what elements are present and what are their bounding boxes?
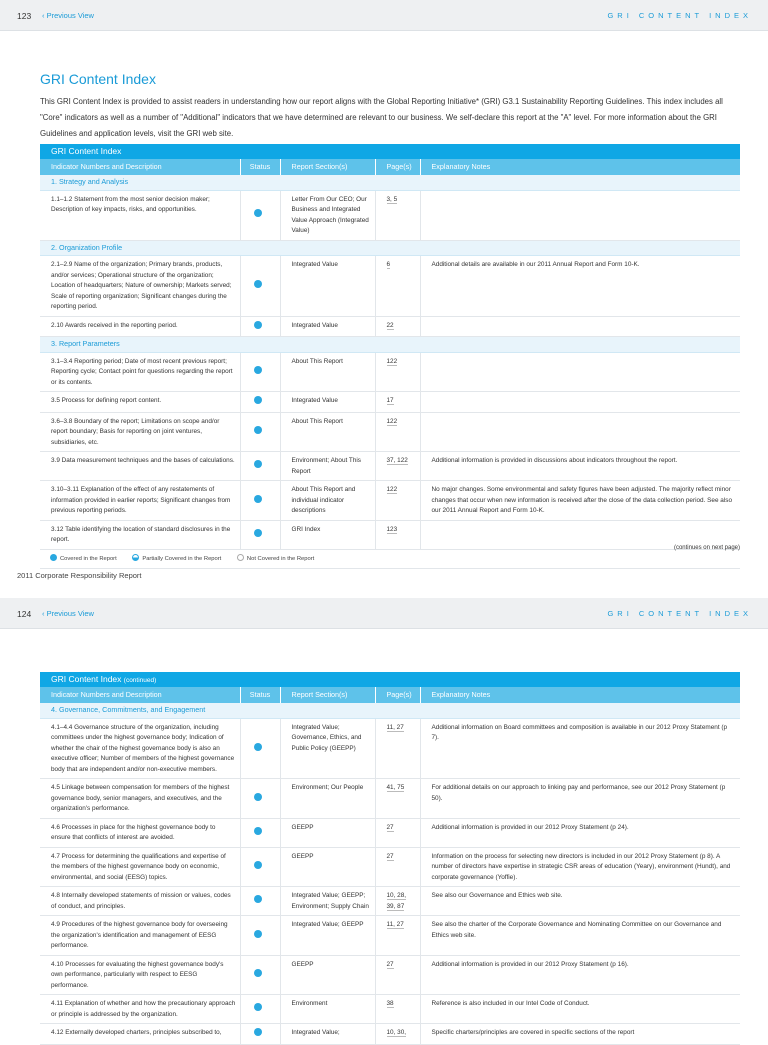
section-label: 3. Report Parameters xyxy=(40,337,740,353)
page-link[interactable]: 37, 122 xyxy=(386,457,408,464)
gri-table xyxy=(40,144,740,569)
legend-covered-label: Covered in the Report xyxy=(60,555,117,562)
covered-status-icon xyxy=(254,1003,262,1011)
legend-covered xyxy=(50,556,117,562)
table-row xyxy=(40,916,740,956)
report-sections: Integrated Value; xyxy=(280,1024,375,1045)
indicator-description: 2.10 Awards received in the reporting period. xyxy=(40,316,240,337)
table-row xyxy=(40,392,740,413)
page-link[interactable]: 122 xyxy=(386,417,398,425)
intro-paragraph: This GRI Content Index is provided to assist readers in understanding how our report aligns with the Global Reporting Initiative* (GRI) G3.1 Sustainability Reporting Guidelines. This index includes all "Core" indicators as well as a number of "Additional" indicators that we have determined are relevant to our business. We self-declare this report at the "A" level. For more information about the GRI Guidelines and application levels, visit the GRI web site. xyxy=(40,97,723,138)
page-link[interactable]: 122 xyxy=(386,357,398,365)
status-legend xyxy=(40,550,740,569)
covered-status-icon xyxy=(254,495,262,503)
report-sections: Integrated Value; GEEPP xyxy=(280,916,375,956)
indicator-description: 4.11 Explanation of whether and how the precautionary approach or principle is addressed by the organization. xyxy=(40,995,240,1024)
explanatory-notes: Additional information is provided in our 2012 Proxy Statement (p 16). xyxy=(420,955,740,995)
table-row xyxy=(40,352,740,392)
report-sections: Environment; About This Report xyxy=(280,452,375,481)
column-header: Status xyxy=(240,687,280,703)
table-row xyxy=(40,1024,740,1045)
column-header: Indicator Numbers and Description xyxy=(40,159,240,175)
report-sections: Integrated Value; Governance, Ethics, and Public Policy (GEEPP) xyxy=(280,718,375,779)
caption-continued: (continued) xyxy=(123,677,157,684)
report-sections: Integrated Value; GEEPP; Environment; Supply Chain xyxy=(280,887,375,916)
page-link[interactable]: 41, 75 xyxy=(386,784,405,791)
table-caption-text-2: GRI Content Index xyxy=(51,674,122,684)
covered-status-icon xyxy=(254,529,262,537)
page-number-2: 124 xyxy=(17,609,32,619)
pages-cell xyxy=(375,520,420,549)
partially-covered-icon xyxy=(132,554,139,561)
table-header-row xyxy=(40,159,740,175)
page-link[interactable]: 11, 27 xyxy=(386,723,404,731)
column-header: Indicator Numbers and Description xyxy=(40,687,240,703)
page-link[interactable]: 122 xyxy=(386,486,398,493)
page-footer: 2011 Corporate Responsibility Report xyxy=(17,571,142,580)
column-header: Explanatory Notes xyxy=(420,159,740,175)
table-row xyxy=(40,818,740,847)
report-sections: Letter From Our CEO; Our Business and Integrated Value Approach (Integrated Value) xyxy=(280,190,375,240)
column-header: Explanatory Notes xyxy=(420,687,740,703)
covered-icon xyxy=(50,554,57,561)
table-row xyxy=(40,718,740,779)
report-sections: Integrated Value xyxy=(280,256,375,317)
indicator-description: 4.10 Processes for evaluating the highest governance body's own performance, particularly with respect to EESG performance. xyxy=(40,955,240,995)
status-cell xyxy=(240,916,280,956)
report-sections: About This Report xyxy=(280,352,375,392)
table-row xyxy=(40,995,740,1024)
covered-status-icon xyxy=(254,895,262,903)
gri-table-continued xyxy=(40,672,740,1045)
section-row xyxy=(40,703,740,718)
indicator-description: 4.5 Linkage between compensation for members of the highest governance body, senior managers, and executives, and the organization's performance. xyxy=(40,779,240,819)
page-link[interactable]: 10, 30, xyxy=(386,1029,407,1036)
covered-status-icon xyxy=(254,861,262,869)
page-link[interactable]: 22 xyxy=(386,321,394,329)
column-header: Report Section(s) xyxy=(280,159,375,175)
status-cell xyxy=(240,190,280,240)
explanatory-notes: Information on the process for selecting new directors is included in our 2012 Proxy Statement (p 8). A number of directors have expertise in strategic CSR areas of education (Yeary), environment (Hundt), and corporate governance (Yoffie). xyxy=(420,847,740,887)
page-title: GRI Content Index xyxy=(40,71,156,87)
report-sections: GEEPP xyxy=(280,955,375,995)
table-row xyxy=(40,481,740,521)
indicator-description: 3.5 Process for defining report content. xyxy=(40,392,240,413)
continues-note: (continues on next page) xyxy=(673,545,740,551)
pages-cell xyxy=(375,916,420,956)
explanatory-notes: Reference is also included in our Intel Code of Conduct. xyxy=(420,995,740,1024)
status-cell xyxy=(240,481,280,521)
pages-cell xyxy=(375,190,420,240)
pages-cell xyxy=(375,412,420,452)
covered-status-icon xyxy=(254,930,262,938)
status-cell xyxy=(240,392,280,413)
explanatory-notes: No major changes. Some environmental and safety figures have been adjusted. The majority reflect minor changes that occur when new information is received after the close of the data collection period. See also our 2011 Annual Report and Form 10-K. xyxy=(420,481,740,521)
status-cell xyxy=(240,955,280,995)
explanatory-notes xyxy=(420,190,740,240)
pages-cell xyxy=(375,955,420,995)
section-label: 2. Organization Profile xyxy=(40,240,740,256)
covered-status-icon xyxy=(254,969,262,977)
page-link[interactable]: 3, 5 xyxy=(386,195,398,203)
table-row xyxy=(40,190,740,240)
table-row xyxy=(40,256,740,317)
explanatory-notes xyxy=(420,352,740,392)
page-link[interactable]: 10, 28, 39, 87 xyxy=(386,892,407,910)
pages-cell xyxy=(375,847,420,887)
report-sections: GEEPP xyxy=(280,847,375,887)
page-link[interactable]: 27 xyxy=(386,960,394,968)
section-label: 4. Governance, Commitments, and Engagement xyxy=(40,703,740,718)
explanatory-notes: See also our Governance and Ethics web site. xyxy=(420,887,740,916)
status-cell xyxy=(240,887,280,916)
explanatory-notes xyxy=(420,392,740,413)
pages-cell xyxy=(375,818,420,847)
previous-view-link-2[interactable]: ‹ Previous View xyxy=(42,609,94,618)
covered-status-icon xyxy=(254,793,262,801)
covered-status-icon xyxy=(254,827,262,835)
report-sections: Integrated Value xyxy=(280,316,375,337)
report-sections: About This Report and individual indicator descriptions xyxy=(280,481,375,521)
table-row xyxy=(40,847,740,887)
section-label: GRI CONTENT INDEX xyxy=(607,11,752,20)
section-row xyxy=(40,175,740,190)
page-link[interactable]: 123 xyxy=(386,525,398,533)
page-link[interactable]: 17 xyxy=(386,397,394,404)
previous-view-link[interactable]: ‹ Previous View xyxy=(42,11,94,20)
explanatory-notes: Additional information is provided in discussions about indicators throughout the report. xyxy=(420,452,740,481)
table-caption xyxy=(40,144,740,159)
status-cell xyxy=(240,847,280,887)
status-cell xyxy=(240,256,280,317)
column-header: Page(s) xyxy=(375,687,420,703)
pages-cell xyxy=(375,316,420,337)
covered-status-icon xyxy=(254,460,262,468)
pages-cell xyxy=(375,887,420,916)
table-row xyxy=(40,412,740,452)
page-link[interactable]: 6 xyxy=(386,261,391,268)
pages-cell xyxy=(375,1024,420,1045)
pages-cell xyxy=(375,481,420,521)
page-link[interactable]: 27 xyxy=(386,852,394,860)
indicator-description: 4.12 Externally developed charters, principles subscribed to, xyxy=(40,1024,240,1045)
page-link[interactable]: 11, 27 xyxy=(386,921,404,928)
status-cell xyxy=(240,452,280,481)
pages-cell xyxy=(375,256,420,317)
report-sections: GRI Index xyxy=(280,520,375,549)
report-sections: Integrated Value xyxy=(280,392,375,413)
legend-not-covered-label: Not Covered in the Report xyxy=(246,555,315,562)
status-cell xyxy=(240,352,280,392)
not-covered-icon xyxy=(237,554,244,561)
table-row xyxy=(40,520,740,549)
status-cell xyxy=(240,818,280,847)
explanatory-notes: Additional information is provided in our 2012 Proxy Statement (p 24). xyxy=(420,818,740,847)
status-cell xyxy=(240,779,280,819)
pages-cell xyxy=(375,392,420,413)
pages-cell xyxy=(375,452,420,481)
covered-status-icon xyxy=(254,366,262,374)
indicator-description: 3.9 Data measurement techniques and the bases of calculations. xyxy=(40,452,240,481)
indicator-description: 2.1–2.9 Name of the organization; Primary brands, products, and/or services; Operational structure of the organization; Location of headquarters; Nature of ownership; Markets served; Scale of reporting organization; Significant changes during the reporting period. xyxy=(40,256,240,317)
pages-cell xyxy=(375,352,420,392)
report-sections: GEEPP xyxy=(280,818,375,847)
explanatory-notes xyxy=(420,412,740,452)
indicator-description: 3.1–3.4 Reporting period; Date of most recent previous report; Reporting cycle; Contact point for questions regarding the report or its contents. xyxy=(40,352,240,392)
covered-status-icon xyxy=(254,743,262,751)
covered-status-icon xyxy=(254,209,262,217)
section-label-2: GRI CONTENT INDEX xyxy=(607,609,752,618)
status-cell xyxy=(240,412,280,452)
page-header-2 xyxy=(0,598,768,629)
covered-status-icon xyxy=(254,1028,262,1036)
section-row xyxy=(40,337,740,353)
indicator-description: 4.7 Process for determining the qualifications and expertise of the members of the highest governance body on economic, environmental, and social (EESG) topics. xyxy=(40,847,240,887)
covered-status-icon xyxy=(254,396,262,404)
status-cell xyxy=(240,520,280,549)
table-row xyxy=(40,887,740,916)
section-label: 1. Strategy and Analysis xyxy=(40,175,740,190)
pages-cell xyxy=(375,718,420,779)
indicator-description: 4.9 Procedures of the highest governance body for overseeing the organization's identification and management of EESG performance. xyxy=(40,916,240,956)
table-row xyxy=(40,316,740,337)
indicator-description: 4.8 Internally developed statements of mission or values, codes of conduct, and principles. xyxy=(40,887,240,916)
indicator-description: 4.6 Processes in place for the highest governance body to ensure that conflicts of interest are avoided. xyxy=(40,818,240,847)
indicator-description: 3.10–3.11 Explanation of the effect of any restatements of information provided in earlier reports; Significant changes from previous reporting periods. xyxy=(40,481,240,521)
indicator-description: 1.1–1.2 Statement from the most senior decision maker; Description of key impacts, risks, and opportunities. xyxy=(40,190,240,240)
indicator-description: 4.1–4.4 Governance structure of the organization, including committees under the highest governance body; Indication of whether the chair of the highest governance body is also an executive officer; Number of members of the highest governance body that are independent and/or non-executive members. xyxy=(40,718,240,779)
indicator-description: 3.12 Table identifying the location of standard disclosures in the report. xyxy=(40,520,240,549)
status-cell xyxy=(240,1024,280,1045)
status-cell xyxy=(240,316,280,337)
page-header xyxy=(0,0,768,31)
table-row xyxy=(40,452,740,481)
covered-status-icon xyxy=(254,321,262,329)
gri-content-table-2 xyxy=(40,687,740,1045)
table-caption-2 xyxy=(40,672,740,687)
legend-partial xyxy=(132,556,221,562)
legend-not-covered xyxy=(237,556,314,562)
page-number: 123 xyxy=(17,11,32,21)
status-cell xyxy=(240,995,280,1024)
covered-status-icon xyxy=(254,426,262,434)
explanatory-notes: Additional information on Board committees and composition is available in our 2012 Proxy Statement (p 7). xyxy=(420,718,740,779)
report-sections: Environment; Our People xyxy=(280,779,375,819)
pages-cell xyxy=(375,995,420,1024)
explanatory-notes: See also the charter of the Corporate Governance and Nominating Committee on our Governance and Ethics web site. xyxy=(420,916,740,956)
column-header: Page(s) xyxy=(375,159,420,175)
page-link[interactable]: 27 xyxy=(386,823,394,831)
page-link[interactable]: 38 xyxy=(386,1000,394,1007)
table-row xyxy=(40,955,740,995)
table-row xyxy=(40,779,740,819)
indicator-description: 3.6–3.8 Boundary of the report; Limitations on scope and/or report boundary; Basis for reporting on joint ventures, subsidiaries, etc. xyxy=(40,412,240,452)
covered-status-icon xyxy=(254,280,262,288)
explanatory-notes xyxy=(420,316,740,337)
section-row xyxy=(40,240,740,256)
explanatory-notes: Specific charters/principles are covered in specific sections of the report xyxy=(420,1024,740,1045)
gri-content-table xyxy=(40,159,740,550)
legend-partial-label: Partially Covered in the Report xyxy=(142,555,222,562)
explanatory-notes: For additional details on our approach to linking pay and performance, see our 2012 Proxy Statement (p 50). xyxy=(420,779,740,819)
pages-cell xyxy=(375,779,420,819)
table-caption-text: GRI Content Index xyxy=(51,146,122,156)
report-sections: About This Report xyxy=(280,412,375,452)
table-header-row xyxy=(40,687,740,703)
report-sections: Environment xyxy=(280,995,375,1024)
column-header: Report Section(s) xyxy=(280,687,375,703)
status-cell xyxy=(240,718,280,779)
explanatory-notes: Additional details are available in our 2011 Annual Report and Form 10-K. xyxy=(420,256,740,317)
column-header: Status xyxy=(240,159,280,175)
